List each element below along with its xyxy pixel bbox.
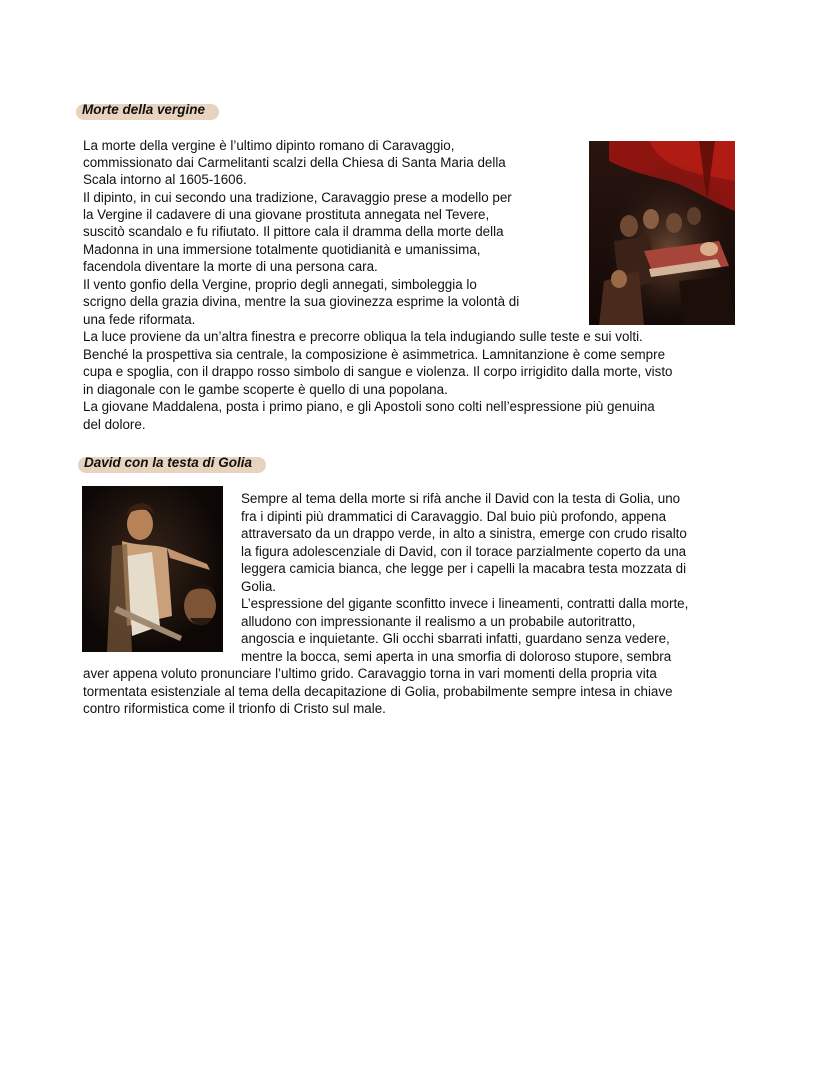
section-title: David con la testa di Golia — [84, 455, 253, 470]
text-line: aver appena voluto pronunciare l’ultimo grido. Caravaggio torna in vari momenti della propria vita — [83, 666, 657, 681]
text-line: Madonna in una immersione totalmente quotidianità e umanissima, — [83, 242, 481, 257]
painting-david-goliath — [82, 486, 223, 652]
text-line: Il vento gonfio della Vergine, proprio degli annegati, simboleggia lo — [83, 277, 477, 292]
text-line: Benché la prospettiva sia centrale, la composizione è asimmetrica. Lamnitanzione è come sempre — [83, 347, 666, 362]
text-line: suscitò scandalo e fu rifiutato. Il pittore cala il dramma della morte della — [83, 224, 504, 239]
text-line: tormentata esistenziale al tema della decapitazione di Golia, probabilmente sempre intesa in chiave — [83, 684, 673, 699]
text-line: La luce proviene da un’altra finestra e precorre obliqua la tela indugiando sulle teste e sui volti. — [83, 329, 643, 344]
section-heading-morte — [76, 101, 219, 118]
text-line: angoscia e inquietante. Gli occhi sbarrati infatti, guardano senza vedere, — [241, 631, 670, 646]
text-line: Scala intorno al 1605-1606. — [83, 172, 247, 187]
text-line: in diagonale con le gambe scoperte è quello di una popolana. — [83, 382, 448, 397]
text-line: commissionato dai Carmelitanti scalzi della Chiesa di Santa Maria della — [83, 155, 506, 170]
text-line: La morte della vergine è l’ultimo dipinto romano di Caravaggio, — [83, 138, 455, 153]
text-line: scrigno della grazia divina, mentre la sua giovinezza esprime la volontà di — [83, 294, 520, 309]
text-line: la figura adolescenziale di David, con il torace parzialmente coperto da una — [241, 544, 687, 559]
text-line: Sempre al tema della morte si rifà anche il David con la testa di Golia, uno — [241, 491, 681, 506]
text-line: del dolore. — [83, 417, 146, 432]
section-heading-david — [78, 454, 266, 471]
text-line: facendola diventare la morte di una persona cara. — [83, 259, 378, 274]
text-line: fra i dipinti più drammatici di Caravaggio. Dal buio più profondo, appena — [241, 509, 667, 524]
text-line: leggera camicia bianca, che legge per i capelli la macabra testa mozzata di — [241, 561, 687, 576]
text-line: contro riformistica come il trionfo di Cristo sul male. — [83, 701, 386, 716]
text-line: Il dipinto, in cui secondo una tradizione, Caravaggio prese a modello per — [83, 190, 512, 205]
painting-death-of-virgin — [589, 141, 735, 325]
text-line: Golia. — [241, 579, 276, 594]
text-line: cupa e spoglia, con il drappo rosso simbolo di sangue e violenza. Il corpo irrigidito dalla morte, visto — [83, 364, 673, 379]
text-line: L’espressione del gigante sconfitto invece i lineamenti, contratti dalla morte, — [241, 596, 689, 611]
text-line: mentre la bocca, semi aperta in una smorfia di doloroso stupore, sembra — [241, 649, 672, 664]
text-line: attraversato da un drappo verde, in alto a sinistra, emerge con crudo risalto — [241, 526, 687, 541]
text-line: alludono con impressionante il realismo a un probabile autoritratto, — [241, 614, 636, 629]
text-line: una fede riformata. — [83, 312, 196, 327]
section-title: Morte della vergine — [82, 102, 206, 117]
text-line: la Vergine il cadavere di una giovane prostituta annegata nel Tevere, — [83, 207, 490, 222]
text-line: La giovane Maddalena, posta i primo piano, e gli Apostoli sono colti nell’espressione più genuina — [83, 399, 655, 414]
